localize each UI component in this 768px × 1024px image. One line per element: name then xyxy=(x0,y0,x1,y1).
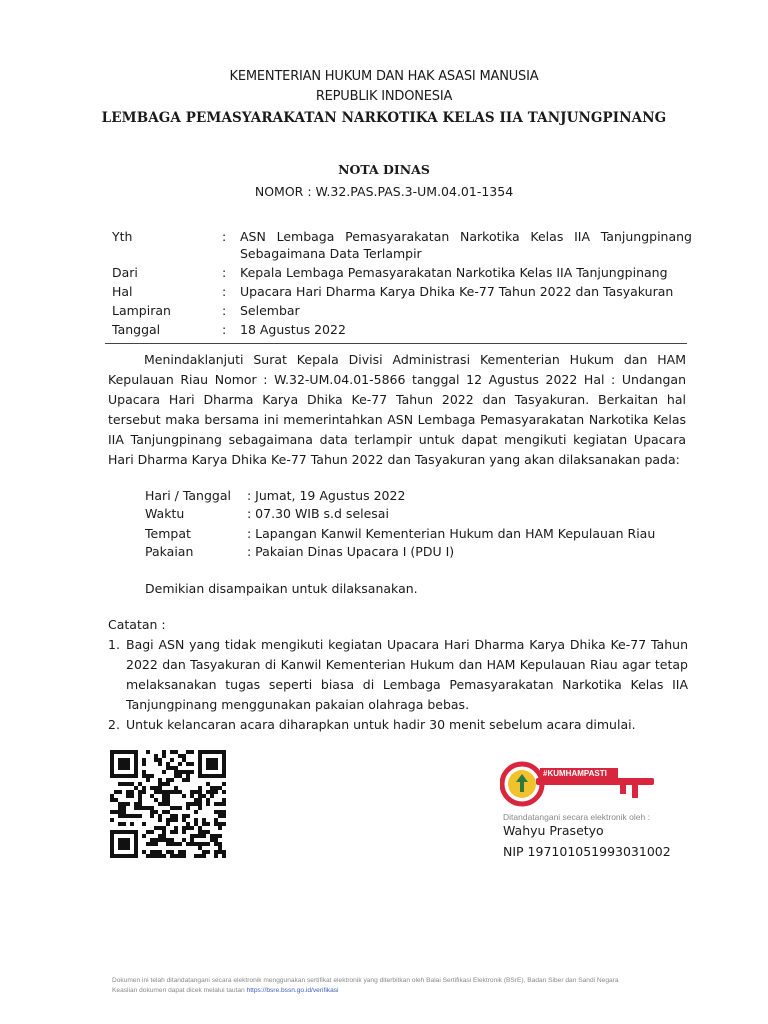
country-name: REPUBLIK INDONESIA xyxy=(315,89,453,104)
logo-text: #KUMHAMPASTI xyxy=(543,769,607,778)
schedule-row-date xyxy=(145,487,655,505)
meta-colon: : xyxy=(222,265,227,280)
qr-code[interactable] xyxy=(110,750,226,858)
meta-label: Lampiran xyxy=(112,303,171,318)
logo-key-tooth xyxy=(620,785,626,794)
footer-note xyxy=(112,976,692,996)
note-text: Untuk kelancaran acara diharapkan untuk hadir 30 menit sebelum acara dimulai. xyxy=(126,717,636,732)
logo-key-tooth xyxy=(632,785,638,798)
notes-list xyxy=(108,635,688,735)
meta-label: Tanggal xyxy=(112,322,161,337)
schedule-value: : Lapangan Kanwil Kementerian Hukum dan HAM Kepulauan Riau xyxy=(247,526,656,541)
meta-row-dari xyxy=(112,264,692,281)
meta-colon: : xyxy=(222,229,227,244)
notes-title: Catatan : xyxy=(108,617,166,632)
document-number: NOMOR : W.32.PAS.PAS.3-UM.04.01-1354 xyxy=(254,184,514,199)
note-number: 1. xyxy=(108,637,120,652)
meta-value: ASN Lembaga Pemasyarakatan Narkotika Kelas IIA Tanjungpinang Sebagaimana Data Terlampir xyxy=(240,229,692,261)
note-number: 2. xyxy=(108,717,120,732)
signature-label: Ditandatangani secara elektronik oleh : xyxy=(503,812,650,822)
note-text: Bagi ASN yang tidak mengikuti kegiatan Upacara Hari Dharma Karya Dhika Ke-77 Tahun 2022 dan Tasyakuran di Kanwil Kementerian Hukum dan HAM Kepulauan Riau agar tetap melaksanakan tugas seperti biasa di Lembaga Pemasyarakatan Narkotika Kelas IIA Tanjungpinang menggunakan pakaian olahraga bebas. xyxy=(126,637,688,712)
verification-link[interactable]: https://bsre.bssn.go.id/verifikasi xyxy=(246,987,339,994)
note-item xyxy=(108,715,688,735)
closing-sentence: Demikian disampaikan untuk dilaksanakan. xyxy=(145,581,418,596)
schedule-value: : Pakaian Dinas Upacara I (PDU I) xyxy=(247,544,455,559)
document-title: NOTA DINAS xyxy=(338,162,430,177)
footer-line-2 xyxy=(112,986,692,996)
meta-row-tanggal xyxy=(112,321,692,338)
schedule-row-place xyxy=(145,525,655,543)
kumham-pasti-logo xyxy=(500,756,660,812)
schedule-value: : 07.30 WIB s.d selesai xyxy=(247,506,389,521)
signer-nip: NIP 197101051993031002 xyxy=(503,844,671,859)
meta-table xyxy=(112,228,692,338)
logo-key-bar xyxy=(536,778,654,785)
institution-name: LEMBAGA PEMASYARAKATAN NARKOTIKA KELAS IIA TANJUNGPINANG xyxy=(101,110,667,126)
body-paragraph-text: Menindaklanjuti Surat Kepala Divisi Administrasi Kementerian Hukum dan HAM Kepulauan Riau Nomor : W.32-UM.04.01-5866 tanggal 12 Agustus 2022 Hal : Undangan Upacara Hari Dharma Karya Dhika Ke-77 Tahun 2022 dan Tasyakuran. Berkaitan hal tersebut maka bersama ini memerintahkan ASN Lembaga Pemasyarakatan Narkotika Kelas IIA Tanjungpinang sebagaimana data terlampir untuk dapat mengikuti kegiatan Upacara Hari Dharma Karya Dhika Ke-77 Tahun 2022 dan Tasyakuran yang akan dilaksanakan pada: xyxy=(108,352,686,467)
meta-value: Kepala Lembaga Pemasyarakatan Narkotika Kelas IIA Tanjungpinang xyxy=(240,265,668,280)
meta-label: Hal xyxy=(112,284,133,299)
note-item xyxy=(108,635,688,715)
ministry-name: KEMENTERIAN HUKUM DAN HAK ASASI MANUSIA xyxy=(229,69,539,84)
footer-line-2-text: Keaslian dokumen dapat dicek melalui tautan xyxy=(112,987,247,994)
meta-label: Yth xyxy=(112,229,133,244)
meta-value: Selembar xyxy=(240,303,300,318)
meta-row-lampiran xyxy=(112,302,692,319)
schedule-label: Tempat xyxy=(145,526,191,541)
meta-row-yth xyxy=(112,228,692,262)
schedule-row-attire xyxy=(145,543,655,561)
meta-value: Upacara Hari Dharma Karya Dhika Ke-77 Tahun 2022 dan Tasyakuran xyxy=(240,284,674,299)
meta-label: Dari xyxy=(112,265,138,280)
divider xyxy=(105,343,687,344)
schedule-label: Pakaian xyxy=(145,544,194,559)
meta-colon: : xyxy=(222,284,227,299)
meta-row-hal xyxy=(112,283,692,300)
schedule xyxy=(145,487,655,561)
signer-name: Wahyu Prasetyo xyxy=(503,823,604,838)
body-paragraph xyxy=(108,350,686,470)
meta-value: 18 Agustus 2022 xyxy=(240,322,346,337)
schedule-row-time xyxy=(145,505,655,523)
schedule-label: Hari / Tanggal xyxy=(145,488,231,503)
footer-line-1: Dokumen ini telah ditandatangani secara elektronik menggunakan sertifikat elektronik yang diterbitkan oleh Balai Sertifikasi Elektronik (BSrE), Badan Siber dan Sandi Negara xyxy=(112,977,619,984)
meta-colon: : xyxy=(222,322,227,337)
schedule-label: Waktu xyxy=(145,506,185,521)
schedule-value: : Jumat, 19 Agustus 2022 xyxy=(247,488,406,503)
meta-colon: : xyxy=(222,303,227,318)
